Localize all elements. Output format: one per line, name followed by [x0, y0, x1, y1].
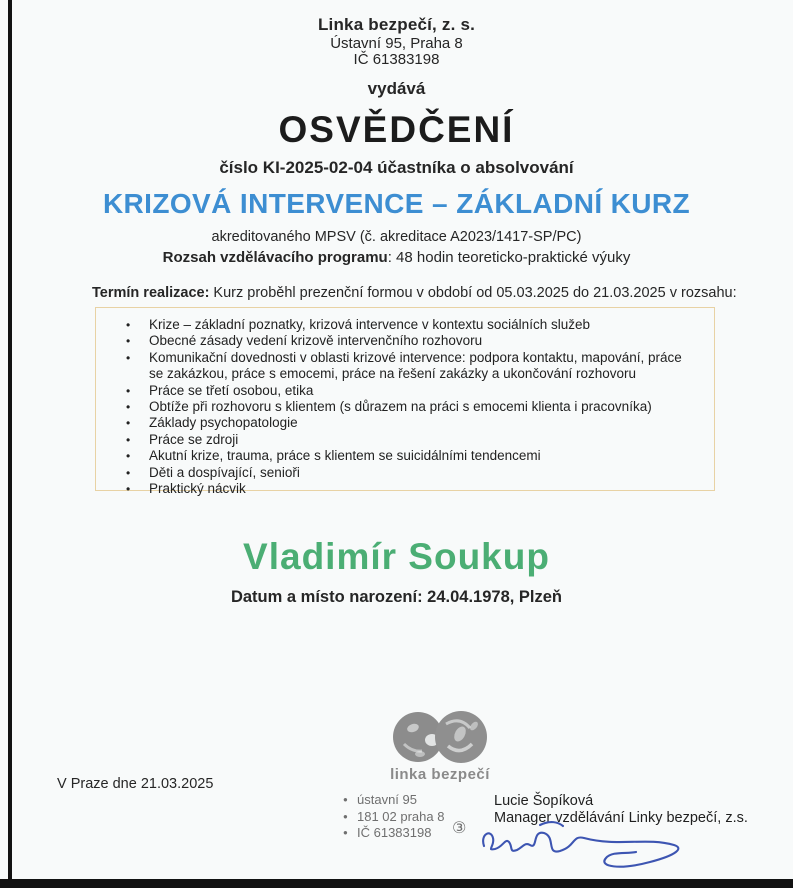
- certificate-title: OSVĚDČENÍ: [278, 109, 515, 150]
- topic-text: Obtíže při rozhovoru s klientem (s důrazem na práci s emocemi klienta i pracovníka): [149, 399, 652, 415]
- topic-text: Základy psychopatologie: [149, 415, 298, 431]
- stamp-logo-text: linka bezpečí: [390, 766, 490, 783]
- linka-bezpeci-stamp-logo-icon: [390, 706, 490, 768]
- course-title: KRIZOVÁ INTERVENCE – ZÁKLADNÍ KURZ: [102, 188, 691, 219]
- stamp-address-line: [343, 825, 444, 842]
- bullet-icon: •: [126, 432, 131, 447]
- issues-label: vydává: [367, 79, 426, 98]
- topic-item: [126, 383, 696, 399]
- signer-title: Manager vzdělávání Linky bezpečí, z.s.: [494, 809, 748, 826]
- signer-name: Lucie Šopíková: [494, 793, 594, 809]
- stamp-address-line: [343, 792, 444, 809]
- topic-item: [126, 415, 696, 431]
- topic-text: Děti a dospívající, senioři: [149, 464, 300, 480]
- topic-item: [126, 333, 696, 349]
- topics-box: [95, 307, 715, 497]
- bullet-icon: •: [126, 449, 131, 464]
- stamp-circled-number: ③: [452, 820, 467, 837]
- topic-item: [126, 465, 696, 481]
- stamp-address-line: [343, 809, 444, 826]
- scan-artifact-left-edge: [8, 0, 12, 888]
- topic-text: Praktický nácvik: [149, 481, 246, 497]
- topic-item: [126, 399, 696, 415]
- term-label: Termín realizace:: [92, 285, 210, 301]
- bullet-icon: •: [126, 465, 131, 480]
- topic-text: Komunikační dovednosti v oblasti krizové intervence: podpora kontaktu, mapování, práce se zakázkou, práce s emocemi, práce na řešení zakázky a ukončování rozhovoru: [149, 349, 682, 382]
- topic-item: [126, 350, 696, 383]
- scope-value: : 48 hodin teoreticko-praktické výuky: [387, 249, 631, 266]
- bullet-icon: •: [126, 334, 131, 349]
- topic-text: Práce se třetí osobou, etika: [149, 382, 314, 398]
- birth-line: Datum a místo narození: 24.04.1978, Plzeň: [230, 588, 563, 606]
- place-date-line: V Praze dne 21.03.2025: [57, 776, 214, 792]
- org-ic: IČ 61383198: [353, 51, 440, 68]
- accreditation-line: akreditovaného MPSV (č. akreditace A2023/1417-SP/PC): [211, 229, 582, 245]
- participant-name: Vladimír Soukup: [243, 536, 550, 577]
- org-name: Linka bezpečí, z. s.: [317, 15, 476, 34]
- topic-text: Práce se zdroji: [149, 431, 239, 447]
- topic-item: [126, 317, 696, 333]
- topic-item: [126, 481, 696, 497]
- topic-item: [126, 432, 696, 448]
- stamp-bullet-icon: ●: [343, 811, 348, 821]
- stamp-bullet-icon: ●: [343, 828, 348, 837]
- org-address: Ústavní 95, Praha 8: [330, 35, 463, 52]
- scope-label: Rozsah vzdělávacího programu: [162, 249, 388, 266]
- topic-item: [126, 448, 696, 464]
- scope-line: [0, 249, 793, 266]
- bullet-icon: •: [126, 400, 131, 415]
- signature-scribble-icon: [478, 816, 693, 876]
- term-line: [92, 285, 752, 301]
- bullet-icon: •: [126, 482, 131, 497]
- stamp-address: [343, 792, 444, 842]
- bullet-icon: •: [126, 318, 131, 332]
- topic-text: Akutní krize, trauma, práce s klientem se suicidálními tendencemi: [149, 448, 541, 464]
- topic-text: Krize – základní poznatky, krizová intervence v kontextu sociálních služeb: [149, 317, 590, 332]
- bullet-icon: •: [126, 383, 131, 398]
- stamp-bullet-icon: ●: [343, 795, 348, 804]
- bullet-icon: •: [126, 416, 131, 431]
- stamp-address-text: ústavní 95: [357, 792, 417, 807]
- stamp-address-text: IČ 61383198: [357, 825, 432, 840]
- term-text: Kurz proběhl prezenční formou v období od 05.03.2025 do 21.03.2025 v rozsahu:: [209, 285, 737, 301]
- stamp-address-text: 181 02 praha 8: [357, 808, 445, 824]
- bullet-icon: •: [126, 350, 131, 365]
- scan-artifact-bottom-edge: [0, 879, 793, 888]
- topic-text: Obecné zásady vedení krizově intervenčního rozhovoru: [149, 333, 483, 349]
- certificate-number-line: číslo KI-2025-02-04 účastníka o absolvování: [219, 158, 574, 177]
